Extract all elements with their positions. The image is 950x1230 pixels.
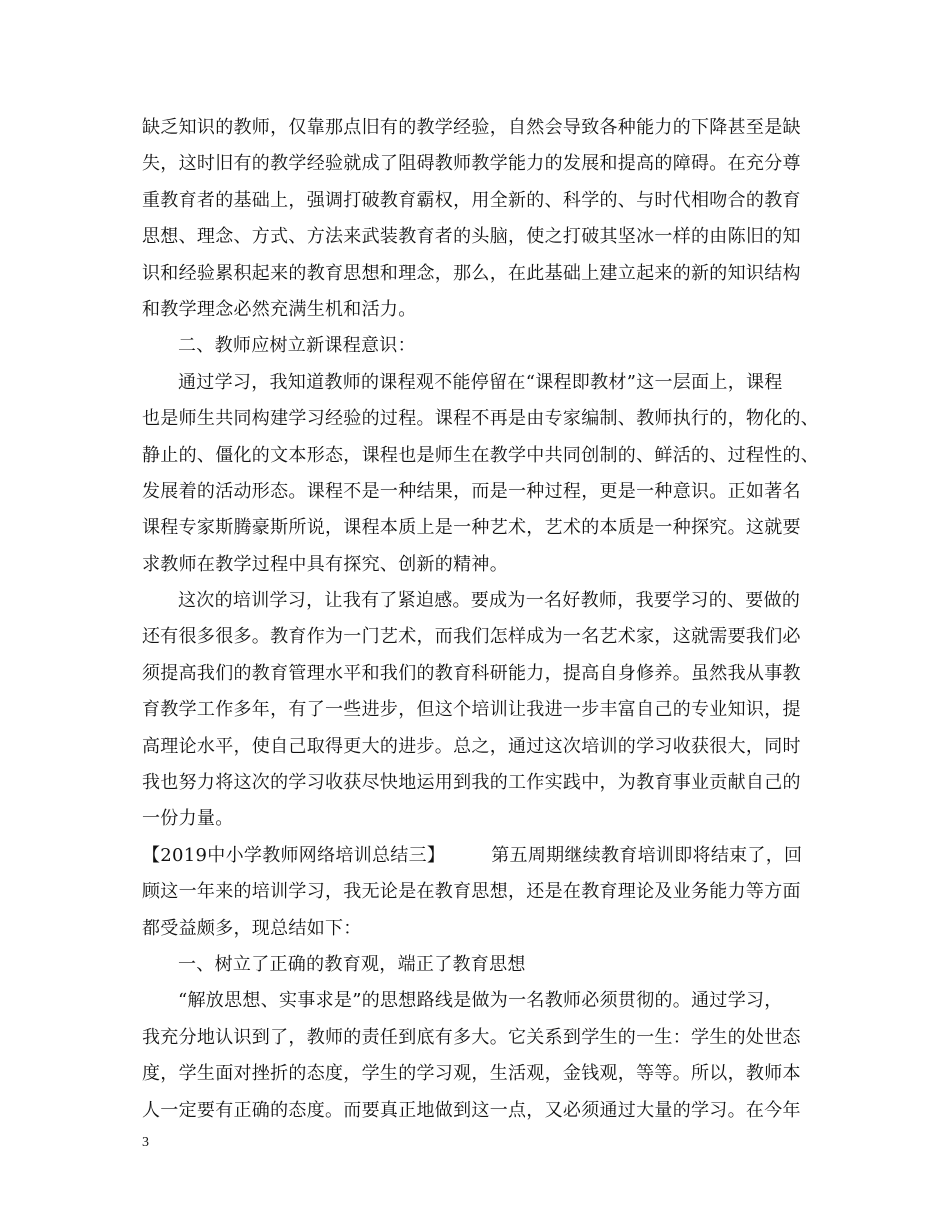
text-line: “解放思想、实事求是”的思想路线是做为一名教师必须贯彻的。通过学习， [178,990,783,1012]
text-line: 重教育者的基础上，强调打破教育霸权，用全新的、科学的、与时代相吻合的教育 [142,189,801,211]
text-line: 顾这一年来的培训学习，我无论是在教育思想，还是在教育理论及业务能力等方面 [142,881,801,903]
paragraph-block [142,110,832,838]
section-heading-continuation: 第五周期继续教育培训即将结束了，回 [491,844,803,866]
text-line: 还有很多很多。教育作为一门艺术，而我们怎样成为一名艺术家，这就需要我们必 [142,626,801,648]
text-line: 都受益颇多，现总结如下： [142,917,362,939]
text-line: 二、教师应树立新课程意识： [178,335,416,357]
section-heading-line [142,838,832,874]
text-line: 育教学工作多年，有了一些进步，但这个培训让我进一步丰富自己的专业知识，提 [142,699,801,721]
text-line: 我充分地认识到了，教师的责任到底有多大。它关系到学生的一生：学生的处世态 [142,1026,801,1048]
text-line: 思想、理念、方式、方法来武装教育者的头脑，使之打破其坚冰一样的由陈旧的知 [142,226,801,248]
text-line: 人一定要有正确的态度。而要真正地做到这一点，又必须通过大量的学习。在今年 [142,1099,801,1121]
section-heading-title: 【2019中小学教师网络培训总结三】 [142,844,446,866]
paragraph-block [142,874,832,1129]
text-line: 也是师生共同构建学习经验的过程。课程不再是由专家编制、教师执行的，物化的、 [142,408,820,430]
text-line: 失，这时旧有的教学经验就成了阻碍教师教学能力的发展和提高的障碍。在充分尊 [142,153,801,175]
text-line: 发展着的活动形态。课程不是一种结果，而是一种过程，更是一种意识。正如著名 [142,480,801,502]
text-line: 我也努力将这次的学习收获尽快地运用到我的工作实践中，为教育事业贡献自己的 [142,772,801,794]
text-line: 静止的、僵化的文本形态，课程也是师生在教学中共同创制的、鲜活的、过程性的、 [142,444,820,466]
text-line: 通过学习，我知道教师的课程观不能停留在“课程即教材”这一层面上，课程 [178,371,783,393]
text-line: 一份力量。 [142,808,234,830]
text-line: 度，学生面对挫折的态度，学生的学习观，生活观，金钱观，等等。所以，教师本 [142,1063,801,1085]
text-line: 求教师在教学过程中具有探究、创新的精神。 [142,553,508,575]
text-line: 缺乏知识的教师，仅靠那点旧有的教学经验，自然会导致各种能力的下降甚至是缺 [142,117,801,138]
text-line: 这次的培训学习，让我有了紧迫感。要成为一名好教师，我要学习的、要做的 [178,590,801,612]
text-line: 课程专家斯腾豪斯所说，课程本质上是一种艺术，艺术的本质是一种探究。这就要 [142,517,801,539]
text-line: 一、树立了正确的教育观，端正了教育思想 [178,953,526,975]
body-text [142,110,832,1129]
text-line: 须提高我们的教育管理水平和我们的教育科研能力，提高自身修养。虽然我从事教 [142,662,801,684]
text-line: 和教学理念必然充满生机和活力。 [142,298,417,320]
text-line: 高理论水平，使自己取得更大的进步。总之，通过这次培训的学习收获很大，同时 [142,735,801,757]
text-line: 识和经验累积起来的教育思想和理念，那么，在此基础上建立起来的新的知识结构 [142,262,801,284]
page-number: 3 [142,1135,149,1150]
